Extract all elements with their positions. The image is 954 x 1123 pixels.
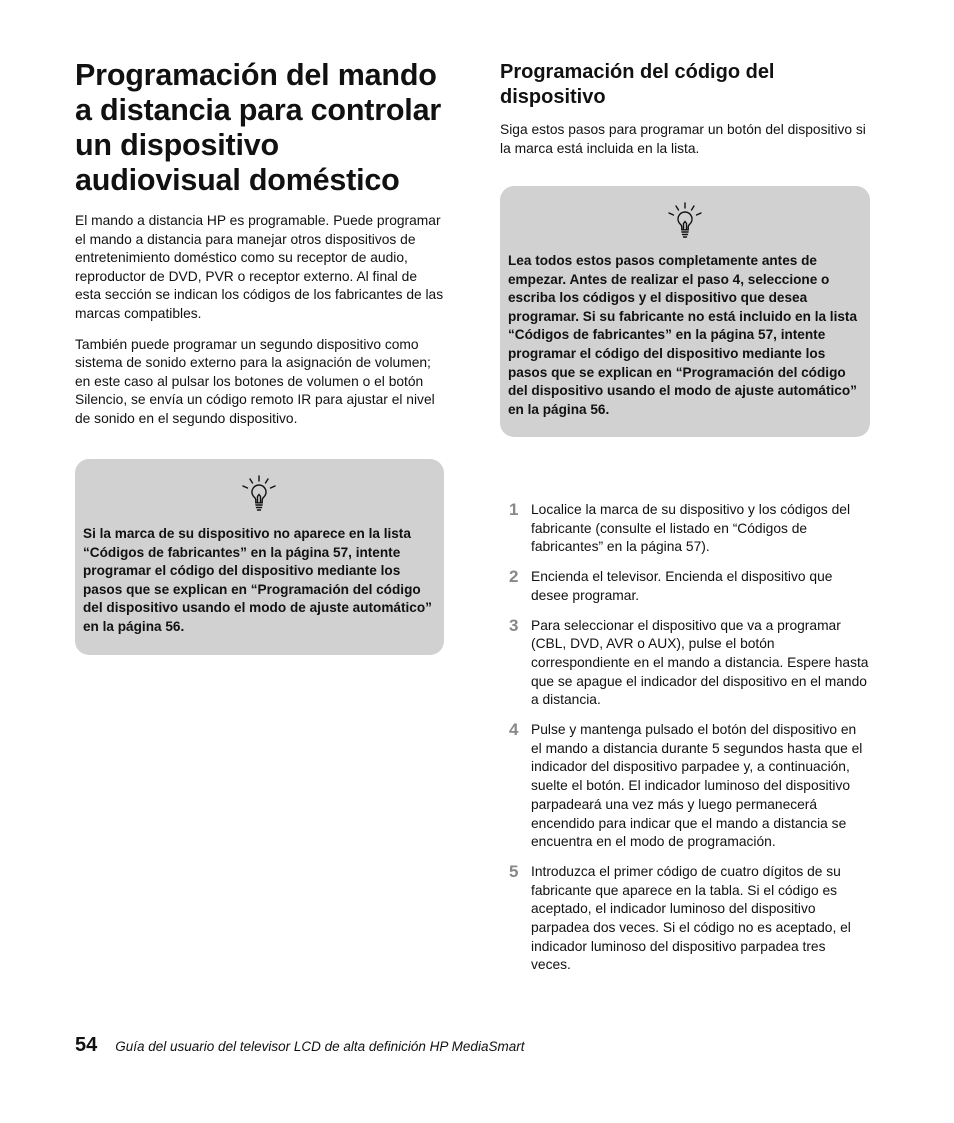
list-item: [509, 568, 869, 605]
step-text: Localice la marca de su dispositivo y los códigos del fabricante (consulte el listado en “Códigos de fabricantes” en la página 57).: [531, 502, 851, 555]
lightbulb-icon: [237, 473, 281, 517]
step-text: Introduzca el primer código de cuatro dígitos de su fabricante que aparece en la tabla. Si el código es aceptado, el indicador luminoso del dispositivo parpadea dos veces. Si el código no es aceptado, el indicador luminoso del dispositivo parpadea tres veces.: [531, 863, 851, 973]
list-item: [509, 721, 869, 852]
step-text: Para seleccionar el dispositivo que va a programar (CBL, DVD, AVR o AUX), pulse el botón correspondiente en el mando a distancia. Espere hasta que se apague el indicador del dispositivo en el mando a distancia.: [531, 617, 869, 708]
section-intro: Siga estos pasos para programar un botón del dispositivo si la marca está incluida en la lista.: [500, 122, 866, 156]
footer-title: Guía del usuario del televisor LCD de alta definición HP MediaSmart: [115, 1039, 525, 1054]
steps-list: [509, 501, 869, 986]
step-number: 3: [509, 615, 519, 635]
section-heading: Programación del código del dispositivo: [500, 61, 775, 108]
step-number: 1: [509, 500, 519, 519]
tip-text-left: Si la marca de su dispositivo no aparece en la lista “Códigos de fabricantes” en la página 57, intente programar el código del dispositivo mediante los pasos que se explican en “Programación del código del dispositivo usando el modo de ajuste automático” en la página 56.: [83, 526, 432, 634]
page-footer: [75, 1034, 524, 1057]
tip-box-left: [75, 459, 444, 655]
tip-box-right: [500, 186, 870, 437]
left-column: [75, 58, 445, 441]
list-item: [509, 617, 869, 711]
step-number: 4: [509, 720, 519, 740]
intro-paragraph-1: El mando a distancia HP es programable. Puede programar el mando a distancia para manejar otros dispositivos de entretenimiento doméstico como su receptor de audio, reproductor de DVD, PVR o receptor externo. Al final de esta sección se indican los códigos de los fabricantes de las marcas compatibles.: [75, 213, 444, 321]
right-column: [500, 60, 870, 170]
list-item: [509, 863, 869, 975]
page-heading: Programación del mando a distancia para controlar un dispositivo audiovisual doméstico: [75, 58, 442, 197]
tip-text-right: Lea todos estos pasos completamente antes de empezar. Antes de realizar el paso 4, seleccione o escriba los códigos y el dispositivo que desea programar. Si su fabricante no está incluido en la lista “Códigos de fabricantes” en la página 57, intente programar el código del dispositivo mediante los pasos que se explican en “Programación del código del dispositivo usando el modo de ajuste automático” en la página 56.: [508, 253, 858, 417]
page-number: 54: [75, 1034, 98, 1056]
step-text: Pulse y mantenga pulsado el botón del dispositivo en el mando a distancia durante 5 segundos hasta que el indicador del dispositivo parpadee y, a continuación, suelte el botón. El indicador luminoso del dispositivo parpadeará una vez más y luego permanecerá encendido para indicar que el mando a distancia se encuentra en el modo de programación.: [531, 722, 863, 850]
step-number: 5: [509, 861, 519, 881]
list-item: [509, 501, 869, 557]
lightbulb-icon: [663, 200, 707, 244]
intro-paragraph-2: También puede programar un segundo dispositivo como sistema de sonido externo para la asignación de volumen; en este caso al pulsar los botones de volumen o el botón Silencio, se envía un código remoto IR para ajustar el nivel de sonido en el segundo dispositivo.: [75, 336, 435, 426]
step-text: Encienda el televisor. Encienda el dispositivo que desee programar.: [531, 569, 833, 603]
step-number: 2: [509, 567, 519, 587]
